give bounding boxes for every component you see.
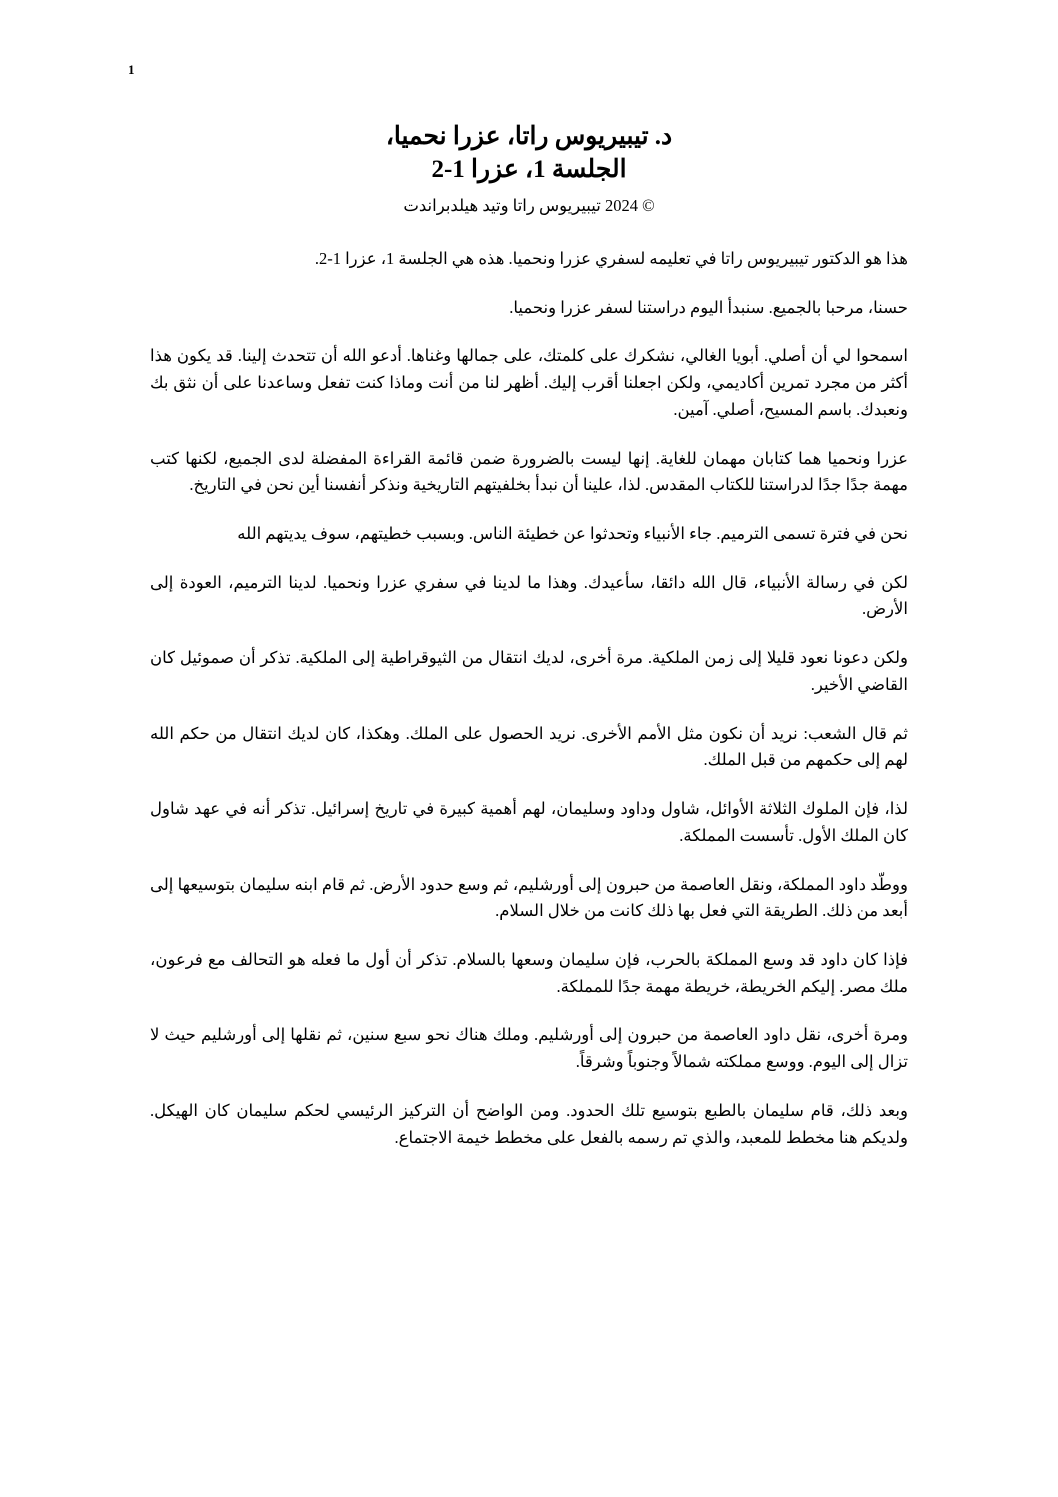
title-line-1: د. تيبيريوس راتا، عزرا نحميا،: [385, 123, 673, 150]
page-number: 1: [128, 62, 135, 77]
body-paragraph: لذا، فإن الملوك الثلاثة الأوائل، شاول وداود وسليمان، لهم أهمية كبيرة في تاريخ إسرائيل. تذكر أنه في عهد شاول كان الملك الأول. تأسست المملكة.: [150, 799, 908, 845]
body-paragraph: ومرة أخرى، نقل داود العاصمة من حبرون إلى أورشليم. وملك هناك نحو سبع سنين، ثم نقلها إلى أورشليم حيث لا تزال إلى اليوم. ووسع مملكته شمالاً وجنوباً وشرقاً.: [150, 1025, 908, 1072]
body-paragraph: اسمحوا لي أن أصلي. أبويا الغالي، نشكرك على كلمتك، على جمالها وغناها. أدعو الله أن تتحدث إلينا. قد يكون هذا أكثر من مجرد تمرين أكاديمي، ولكن اجعلنا أقرب إليك. أظهر لنا من أنت وماذا كنت تفعل وساعدنا على أن نثق بك ونعبدك. باسم المسيح، أصلي. آمين.: [150, 346, 908, 419]
document-title: [150, 120, 908, 186]
body-paragraph: حسنا، مرحبا بالجميع. سنبدأ اليوم دراستنا لسفر عزرا ونحميا.: [509, 297, 908, 317]
body-paragraph: عزرا ونحميا هما كتابان مهمان للغاية. إنها ليست بالضرورة ضمن قائمة القراءة المفضلة لدى الجميع، لكنها كتب مهمة جدًا جدًا لدراستنا للكتاب المقدس. لذا، علينا أن نبدأ بخلفيتهم التاريخية ونذكر أنفسنا أين نحن في التاريخ.: [150, 448, 908, 495]
body-paragraph: نحن في فترة تسمى الترميم. جاء الأنبياء وتحدثوا عن خطيئة الناس. وبسبب خطيتهم، سوف يديتهم الله: [237, 524, 908, 544]
body-paragraph: وبعد ذلك، قام سليمان بالطبع بتوسيع تلك الحدود. ومن الواضح أن التركيز الرئيسي لحكم سليمان كان الهيكل. ولديكم هنا مخطط للمعبد، والذي تم رسمه بالفعل على مخطط خيمة الاجتماع.: [150, 1100, 908, 1147]
body-paragraph: فإذا كان داود قد وسع المملكة بالحرب، فإن سليمان وسعها بالسلام. تذكر أن أول ما فعله هو التحالف مع فرعون، ملك مصر. إليكم الخريطة، خريطة مهمة جدًا للمملكة.: [150, 949, 908, 996]
body-paragraph: هذا هو الدكتور تيبيريوس راتا في تعليمه لسفري عزرا ونحميا. هذه هي الجلسة 1، عزرا 1-2.: [314, 249, 908, 268]
body-paragraph: ثم قال الشعب: نريد أن نكون مثل الأمم الأخرى. نريد الحصول على الملك. وهكذا، كان لديك انتقال من حكم الله لهم إلى حكمهم من قبل الملك.: [150, 723, 908, 770]
document-content: [150, 120, 908, 1151]
body-paragraph: ووطّد داود المملكة، ونقل العاصمة من حبرون إلى أورشليم، ثم وسع حدود الأرض. ثم قام ابنه سليمان بتوسيعها إلى أبعد من ذلك. الطريقة التي فعل بها ذلك كانت من خلال السلام.: [150, 874, 908, 921]
title-line-2: الجلسة 1، عزرا 1-2: [431, 156, 627, 183]
body-paragraph: ولكن دعونا نعود قليلا إلى زمن الملكية. مرة أخرى، لديك انتقال من الثيوقراطية إلى الملكية. تذكر أن صموئيل كان القاضي الأخير.: [150, 648, 908, 694]
copyright-notice: © 2024 تيبيريوس راتا وتيد هيلدبراندت: [403, 196, 655, 215]
body-paragraph: لكن في رسالة الأنبياء، قال الله دائقا، سأعيدك. وهذا ما لدينا في سفري عزرا ونحميا. لدينا الترميم، العودة إلى الأرض.: [150, 572, 908, 619]
